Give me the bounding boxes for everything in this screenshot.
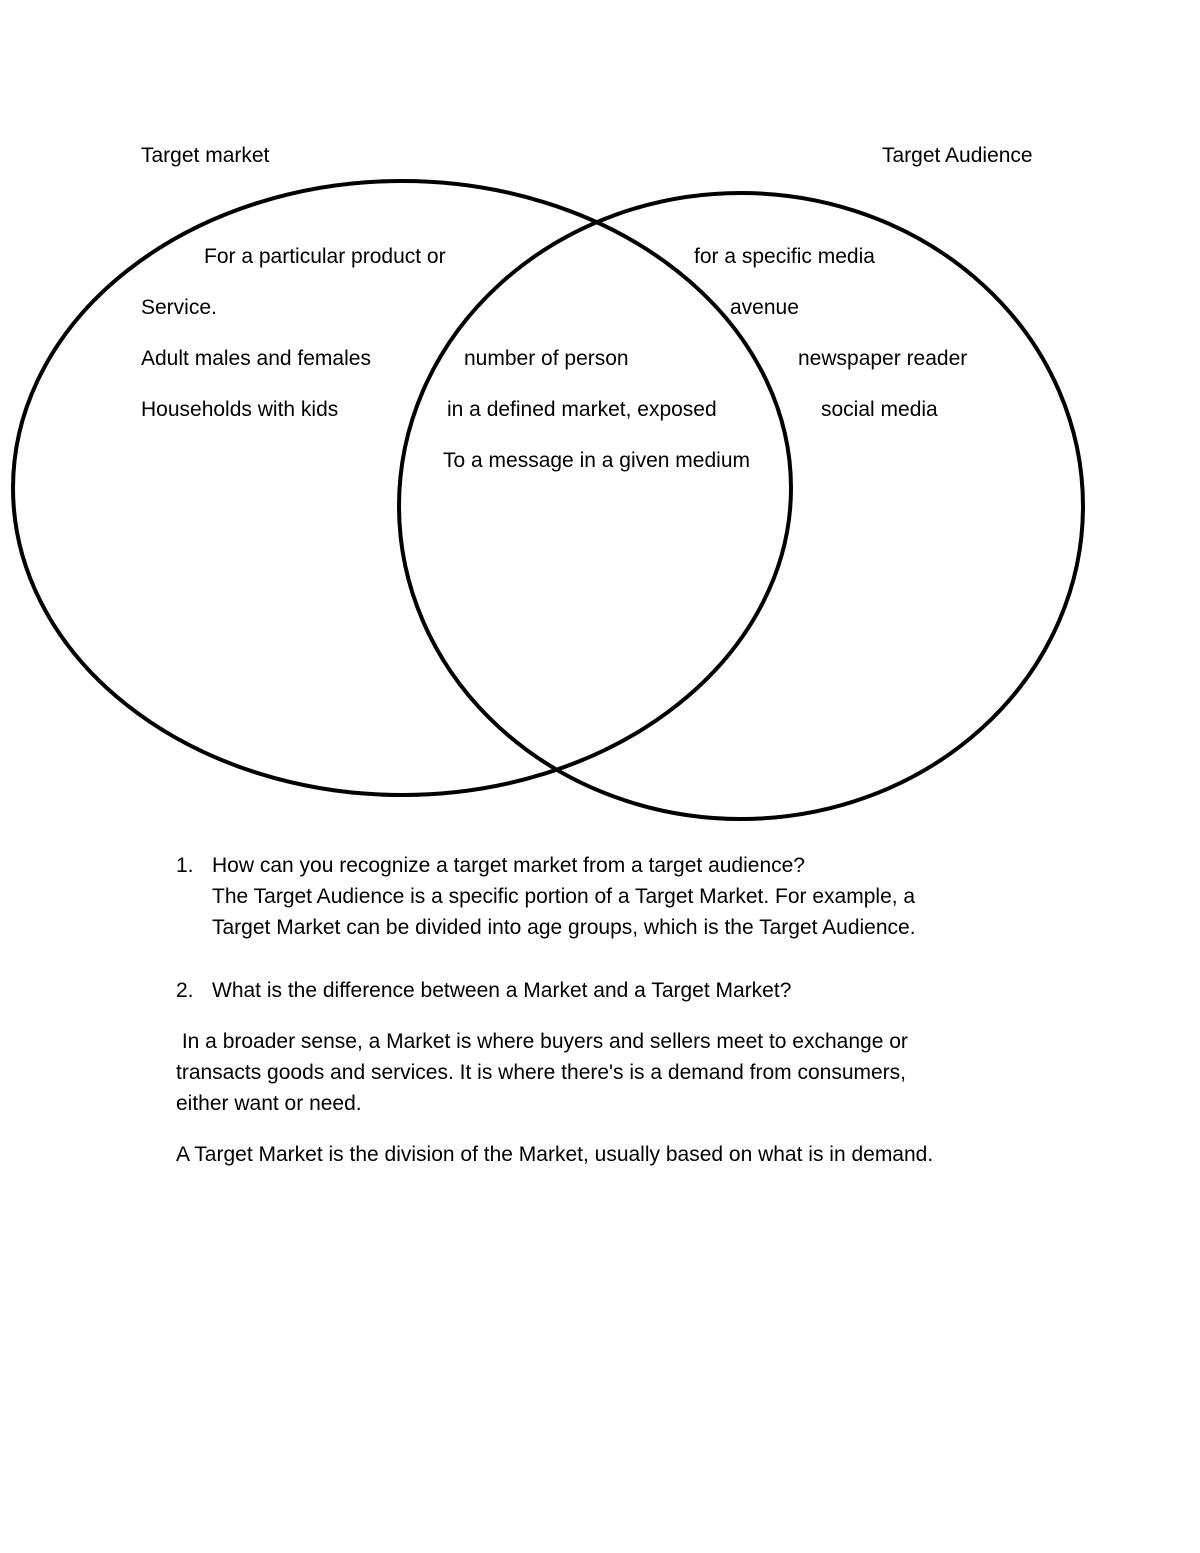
answer-line: transacts goods and services. It is where there's is a demand from consumers, xyxy=(176,1061,906,1084)
right-only-item: for a specific media xyxy=(694,245,875,268)
left-only-item: Adult males and females xyxy=(141,347,371,370)
right-only-item: newspaper reader xyxy=(798,347,968,370)
target-audience-circle xyxy=(399,193,1083,819)
question-1-block xyxy=(176,850,1076,943)
question-number: 2. xyxy=(176,979,194,1002)
left-only-item: Service. xyxy=(141,296,217,319)
question-text: How can you recognize a target market from a target audience? xyxy=(212,854,805,877)
right-only-item: social media xyxy=(821,398,938,421)
answer-line: The Target Audience is a specific portion of a Target Market. For example, a xyxy=(212,885,916,908)
right-only-item: avenue xyxy=(730,296,799,319)
answer-line: A Target Market is the division of the Market, usually based on what is in demand. xyxy=(176,1143,934,1166)
right-set-label: Target Audience xyxy=(882,144,1033,167)
overlap-item: number of person xyxy=(464,347,629,370)
overlap-item: in a defined market, exposed xyxy=(447,398,717,421)
question-number: 1. xyxy=(176,854,194,877)
target-market-circle xyxy=(13,181,791,795)
answer-2-block xyxy=(176,1026,1076,1170)
left-set-label: Target market xyxy=(141,144,270,167)
overlap-item: To a message in a given medium xyxy=(443,449,750,472)
answer-line: Target Market can be divided into age groups, which is the Target Audience. xyxy=(212,916,916,939)
left-only-item: For a particular product or xyxy=(204,245,446,268)
answer-line: In a broader sense, a Market is where buyers and sellers meet to exchange or xyxy=(176,1030,908,1053)
left-only-item: Households with kids xyxy=(141,398,339,421)
question-text: What is the difference between a Market and a Target Market? xyxy=(212,979,792,1002)
answer-line: either want or need. xyxy=(176,1092,362,1115)
question-2-block xyxy=(176,975,1076,1006)
